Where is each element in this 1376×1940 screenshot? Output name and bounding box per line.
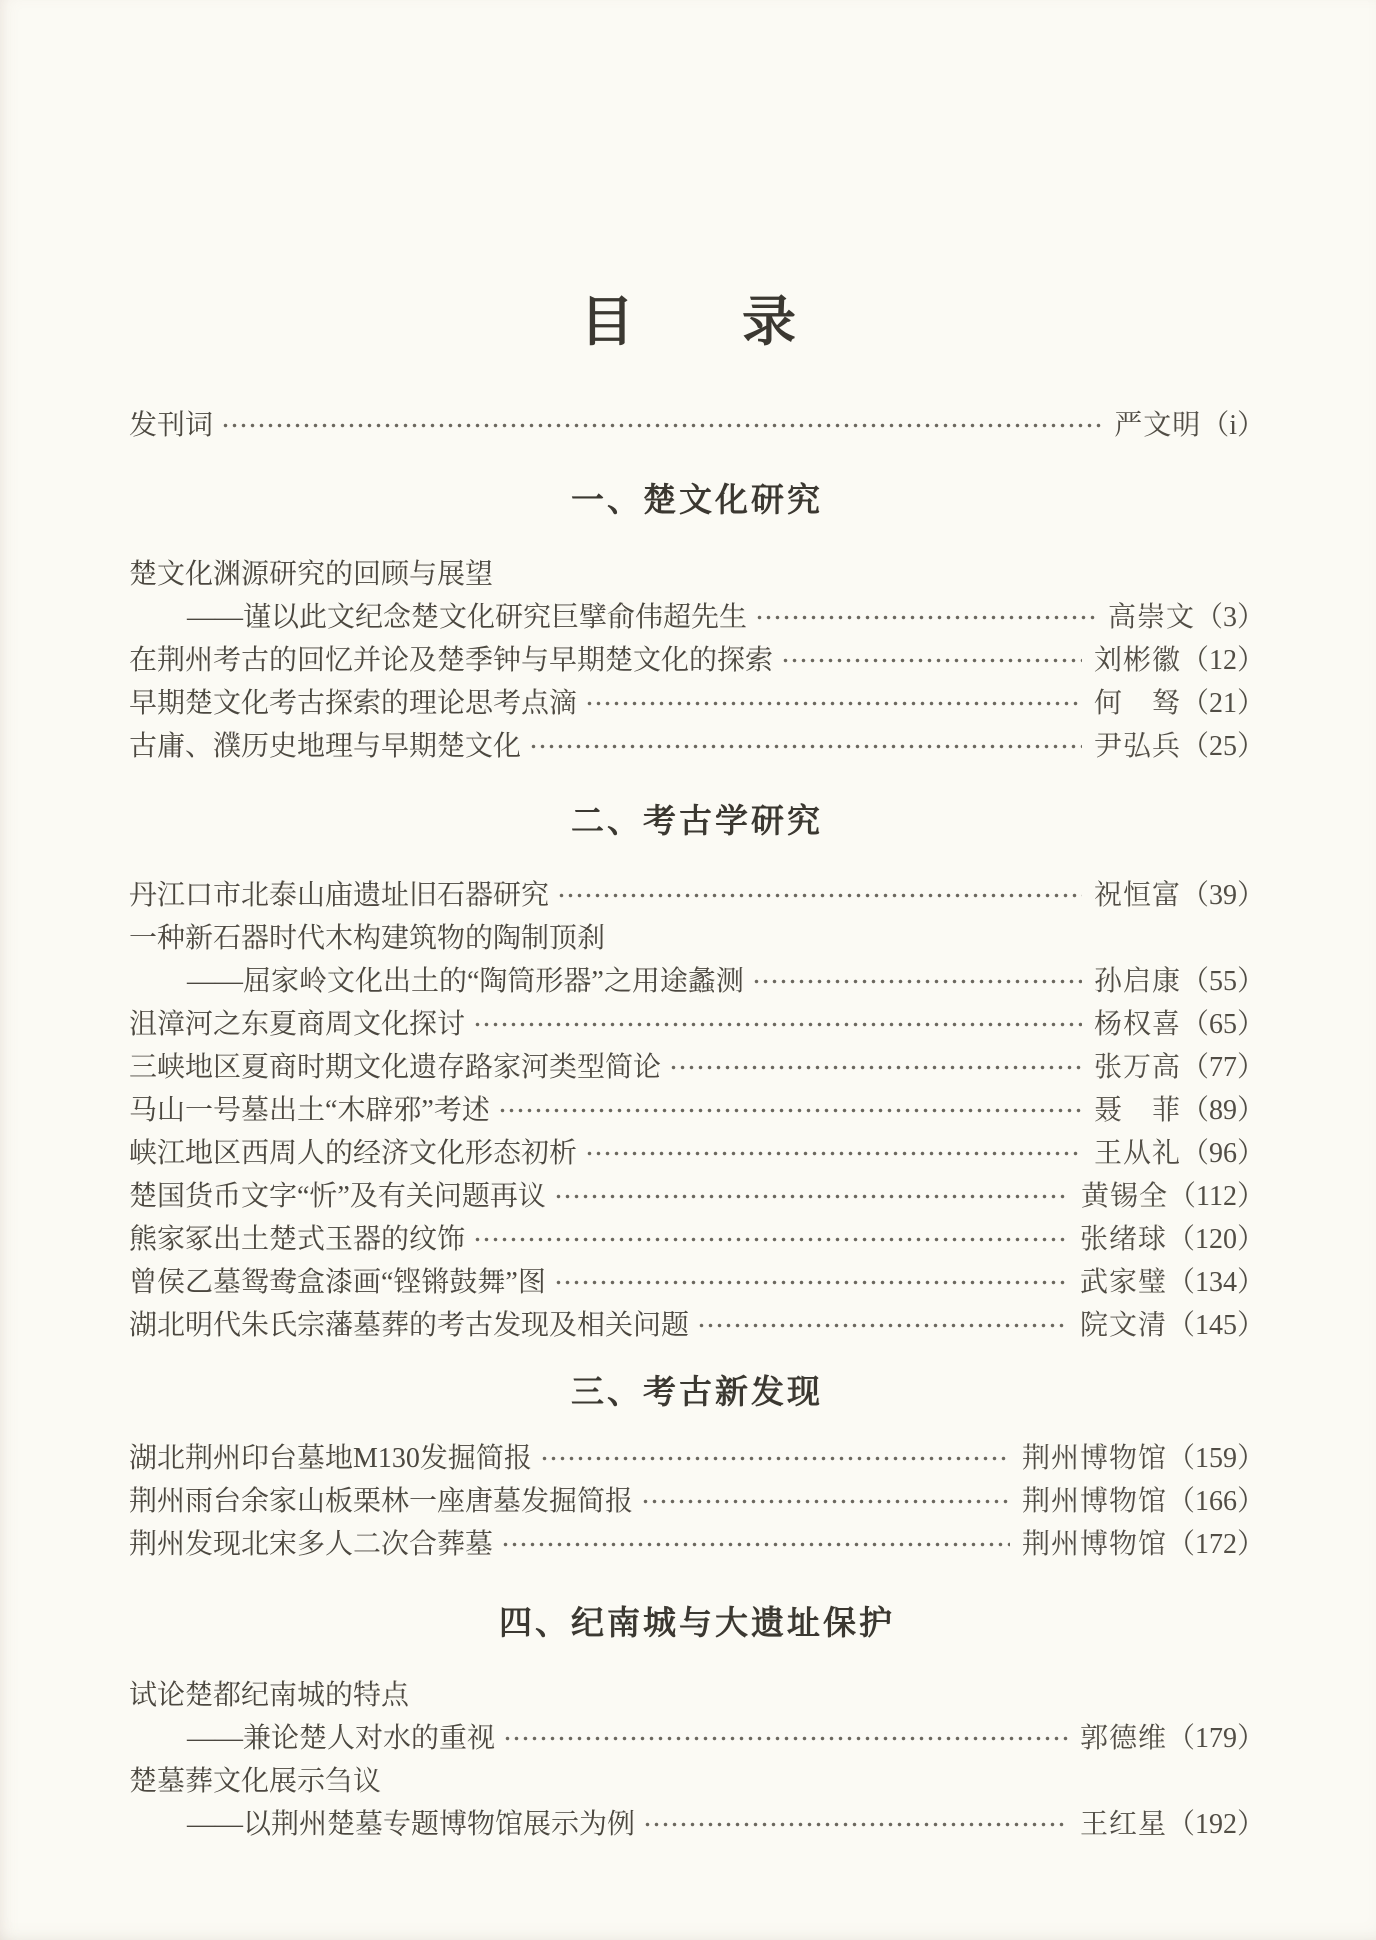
dot-leader <box>540 1454 1010 1464</box>
entry-title: 荆州发现北宋多人二次合葬墓 <box>129 1529 494 1560</box>
entry-page: （55） <box>1180 966 1265 997</box>
dot-leader <box>554 1192 1069 1202</box>
entry-title: ——谨以此文纪念楚文化研究巨擘俞伟超先生 <box>187 602 748 633</box>
entry-page: （134） <box>1166 1267 1265 1298</box>
entry-title: 熊家冢出土楚式玉器的纹饰 <box>129 1224 466 1255</box>
toc-entry-row <box>129 874 1265 917</box>
entry-title: 沮漳河之东夏商周文化探讨 <box>129 1009 466 1040</box>
entry-title: 峡江地区西周人的经济文化形态初析 <box>129 1138 578 1169</box>
entry-title: ——屈家岭文化出土的“陶筒形器”之用途蠡测 <box>187 966 744 997</box>
entry-title: 发刊词 <box>129 410 214 441</box>
toc-entry-row <box>129 682 1265 725</box>
entry-title: 丹江口市北泰山庙遗址旧石器研究 <box>129 880 550 911</box>
toc-entry-row <box>129 1304 1265 1347</box>
entry-author: 王从礼 <box>1093 1138 1181 1169</box>
section-2-rows <box>129 874 1265 1347</box>
entry-title: 试论楚都纪南城的特点 <box>129 1680 410 1711</box>
dot-leader <box>498 1106 1082 1116</box>
section-3-rows <box>129 1437 1265 1566</box>
entry-title: 三峡地区夏商时期文化遗存路家河类型简论 <box>129 1052 662 1083</box>
entry-page: （159） <box>1166 1443 1265 1474</box>
front-matter-rows <box>129 404 1265 447</box>
entry-author: 院文清 <box>1079 1310 1167 1341</box>
entry-author: 杨权喜 <box>1093 1009 1181 1040</box>
entry-page: （192） <box>1166 1809 1265 1840</box>
entry-page: （12） <box>1180 645 1265 676</box>
toc-body <box>129 404 1265 1846</box>
section-1-rows <box>129 553 1265 768</box>
section-heading-2: 二、考古学研究 <box>571 802 823 839</box>
entry-page: （21） <box>1180 688 1265 719</box>
entry-title: 古庸、濮历史地理与早期楚文化 <box>129 731 522 762</box>
entry-title: 楚墓葬文化展示刍议 <box>129 1766 382 1797</box>
dot-leader <box>529 742 1082 752</box>
dot-leader <box>641 1497 1010 1507</box>
entry-page: （112） <box>1168 1181 1265 1212</box>
entry-author: 何 驽 <box>1093 688 1181 719</box>
entry-author: 孙启康 <box>1093 966 1181 997</box>
entry-author: 荆州博物馆 <box>1021 1443 1167 1474</box>
toc-entry-row <box>129 725 1265 768</box>
dot-leader <box>473 1020 1082 1030</box>
dot-leader <box>585 699 1082 709</box>
toc-entry-row <box>129 1674 1265 1717</box>
entry-author: 武家璧 <box>1079 1267 1167 1298</box>
entry-title: 湖北荆州印台墓地M130发掘简报 <box>129 1443 532 1474</box>
entry-page: （i） <box>1201 410 1265 441</box>
dot-leader <box>669 1063 1082 1073</box>
entry-page: （39） <box>1180 880 1265 911</box>
page-title: 目 录 <box>580 292 796 352</box>
entry-title: 楚文化渊源研究的回顾与展望 <box>129 559 494 590</box>
toc-entry-row <box>129 553 1265 596</box>
entry-author: 荆州博物馆 <box>1021 1486 1167 1517</box>
entry-title: 马山一号墓出土“木辟邪”考述 <box>129 1095 490 1126</box>
dot-leader <box>697 1321 1068 1331</box>
toc-entry-row <box>129 1046 1265 1089</box>
entry-author: 祝恒富 <box>1093 880 1181 911</box>
dot-leader <box>557 891 1082 901</box>
section-4-rows <box>129 1674 1265 1846</box>
dot-leader <box>501 1540 1010 1550</box>
toc-entry-row <box>129 1437 1265 1480</box>
entry-page: （172） <box>1166 1529 1265 1560</box>
dot-leader <box>554 1278 1068 1288</box>
toc-entry-row <box>129 917 1265 960</box>
entry-page: （77） <box>1180 1052 1265 1083</box>
toc-entry-row <box>129 596 1265 639</box>
entry-page: （179） <box>1166 1723 1265 1754</box>
toc-entry-row <box>129 1760 1265 1803</box>
toc-entry-row <box>129 639 1265 682</box>
entry-author: 聂 菲 <box>1093 1095 1181 1126</box>
entry-title: ——兼论楚人对水的重视 <box>187 1723 496 1754</box>
entry-title: 一种新石器时代木构建筑物的陶制顶刹 <box>129 923 606 954</box>
toc-entry-row <box>129 1003 1265 1046</box>
entry-author: 尹弘兵 <box>1093 731 1181 762</box>
dot-leader <box>503 1734 1068 1744</box>
entry-page: （65） <box>1180 1009 1265 1040</box>
toc-entry-row <box>129 1480 1265 1523</box>
entry-author: 张绪球 <box>1079 1224 1167 1255</box>
entry-title: 楚国货币文字“忻”及有关问题再议 <box>129 1181 546 1212</box>
entry-title: 荆州雨台余家山板栗林一座唐墓发掘简报 <box>129 1486 634 1517</box>
entry-author: 王红星 <box>1079 1809 1167 1840</box>
dot-leader <box>643 1820 1068 1830</box>
dot-leader <box>585 1149 1082 1159</box>
toc-entry-row <box>129 1132 1265 1175</box>
entry-title: 在荆州考古的回忆并论及楚季钟与早期楚文化的探索 <box>129 645 774 676</box>
entry-title: 曾侯乙墓鸳鸯盒漆画“铿锵鼓舞”图 <box>129 1267 546 1298</box>
dot-leader <box>752 977 1082 987</box>
entry-author: 张万高 <box>1093 1052 1181 1083</box>
section-heading-3: 三、考古新发现 <box>571 1373 823 1410</box>
entry-author: 黄锡全 <box>1081 1181 1169 1212</box>
toc-entry-row <box>129 1175 1265 1218</box>
entry-title: 早期楚文化考古探索的理论思考点滴 <box>129 688 578 719</box>
section-heading-4: 四、纪南城与大遗址保护 <box>499 1604 895 1641</box>
section-heading-1: 一、楚文化研究 <box>571 481 823 518</box>
entry-title: 湖北明代朱氏宗藩墓葬的考古发现及相关问题 <box>129 1310 690 1341</box>
toc-entry-row <box>129 404 1265 447</box>
entry-author: 高崇文 <box>1107 602 1195 633</box>
entry-author: 刘彬徽 <box>1093 645 1181 676</box>
entry-page: （3） <box>1194 602 1265 633</box>
toc-entry-row <box>129 1089 1265 1132</box>
entry-page: （145） <box>1166 1310 1265 1341</box>
entry-page: （89） <box>1180 1095 1265 1126</box>
toc-entry-row <box>129 1717 1265 1760</box>
entry-page: （25） <box>1180 731 1265 762</box>
dot-leader <box>781 656 1082 666</box>
dot-leader <box>221 421 1102 431</box>
entry-author: 严文明 <box>1114 410 1202 441</box>
entry-title: ——以荆州楚墓专题博物馆展示为例 <box>187 1809 636 1840</box>
entry-author: 荆州博物馆 <box>1021 1529 1167 1560</box>
toc-entry-row <box>129 1261 1265 1304</box>
entry-page: （166） <box>1166 1486 1265 1517</box>
entry-page: （96） <box>1180 1138 1265 1169</box>
toc-entry-row <box>129 1803 1265 1846</box>
toc-entry-row <box>129 1523 1265 1566</box>
dot-leader <box>473 1235 1068 1245</box>
entry-author: 郭德维 <box>1079 1723 1167 1754</box>
dot-leader <box>755 613 1096 623</box>
toc-entry-row <box>129 1218 1265 1261</box>
entry-page: （120） <box>1166 1224 1265 1255</box>
toc-entry-row <box>129 960 1265 1003</box>
